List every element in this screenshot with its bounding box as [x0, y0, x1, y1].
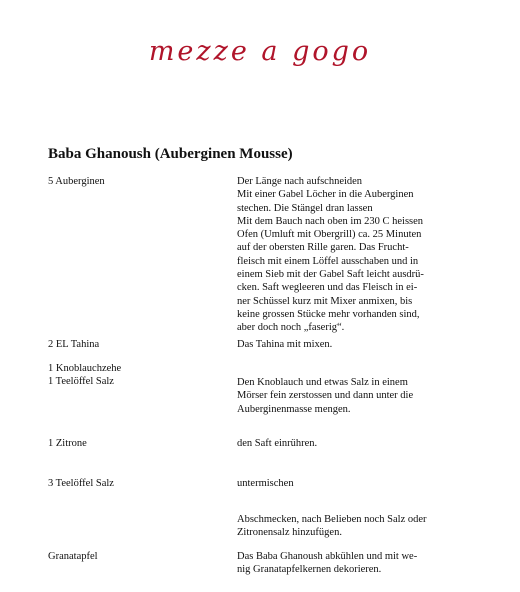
instruction-block: [237, 376, 413, 416]
instruction-line: fleisch mit einem Löffel ausschaben und in: [237, 255, 419, 267]
ingredient-line: Granatapfel: [48, 551, 98, 562]
instruction-block: [237, 477, 294, 490]
instruction-line: Mörser fein zerstossen und dann unter die: [237, 390, 414, 402]
ingredient-line: 3 Teelöffel Salz: [48, 478, 114, 489]
instruction-line: Das Tahina mit mixen.: [237, 339, 333, 350]
instruction-line: den Saft einrühren.: [237, 438, 318, 449]
ingredient-item: [48, 175, 105, 188]
instruction-block: [237, 550, 417, 577]
ingredient-line: 1 Knoblauchzehe: [48, 363, 122, 374]
instruction-line: Auberginenmasse mengen.: [237, 403, 351, 415]
ingredient-line: 2 EL Tahina: [48, 339, 100, 350]
instruction-line: stechen. Die Stängel dran lassen: [237, 202, 373, 214]
instruction-line: Abschmecken, nach Belieben noch Salz oder: [237, 514, 427, 525]
instruction-block: [237, 513, 427, 540]
ingredient-item: [48, 362, 121, 389]
instruction-line: Ofen (Umluft mit Obergrill) ca. 25 Minuten: [237, 229, 422, 241]
instruction-line: Mit dem Bauch nach oben im 230 C heissen: [237, 215, 424, 227]
instruction-line: Den Knoblauch und etwas Salz in einem: [237, 377, 408, 388]
instruction-block: [237, 338, 332, 351]
instruction-line: cken. Saft wegleeren und das Fleisch in ei-: [237, 282, 418, 294]
instruction-line: ner Schüssel kurz mit Mixer anmixen, bis: [237, 295, 413, 307]
instruction-line: einem Sieb mit der Gabel Saft leicht ausdrü-: [237, 269, 424, 281]
instruction-line: Das Baba Ghanoush abkühlen und mit we-: [237, 551, 418, 562]
instruction-line: aber doch noch „faserig“.: [237, 322, 345, 334]
ingredient-item: [48, 338, 99, 351]
instruction-line: Der Länge nach aufschneiden: [237, 176, 363, 187]
instruction-block: [237, 175, 424, 335]
ingredient-line: 5 Auberginen: [48, 176, 105, 187]
instruction-line: Zitronensalz hinzufügen.: [237, 527, 342, 539]
brand-logo: mezze a gogo: [148, 36, 372, 67]
ingredient-line: 1 Teelöffel Salz: [48, 376, 114, 388]
ingredient-item: [48, 437, 87, 450]
instruction-line: nig Granatapfelkernen dekorieren.: [237, 564, 382, 576]
instruction-line: untermischen: [237, 478, 294, 489]
ingredient-item: [48, 477, 114, 490]
instruction-line: keine grossen Stücke mehr vorhanden sind,: [237, 308, 420, 320]
recipe-title: Baba Ghanoush (Auberginen Mousse): [48, 146, 293, 162]
instruction-block: [237, 437, 317, 450]
ingredient-item: [48, 550, 98, 563]
instruction-line: Mit einer Gabel Löcher in die Auberginen: [237, 189, 414, 201]
ingredient-line: 1 Zitrone: [48, 438, 87, 449]
instruction-line: auf der obersten Rille garen. Das Frucht-: [237, 242, 409, 254]
